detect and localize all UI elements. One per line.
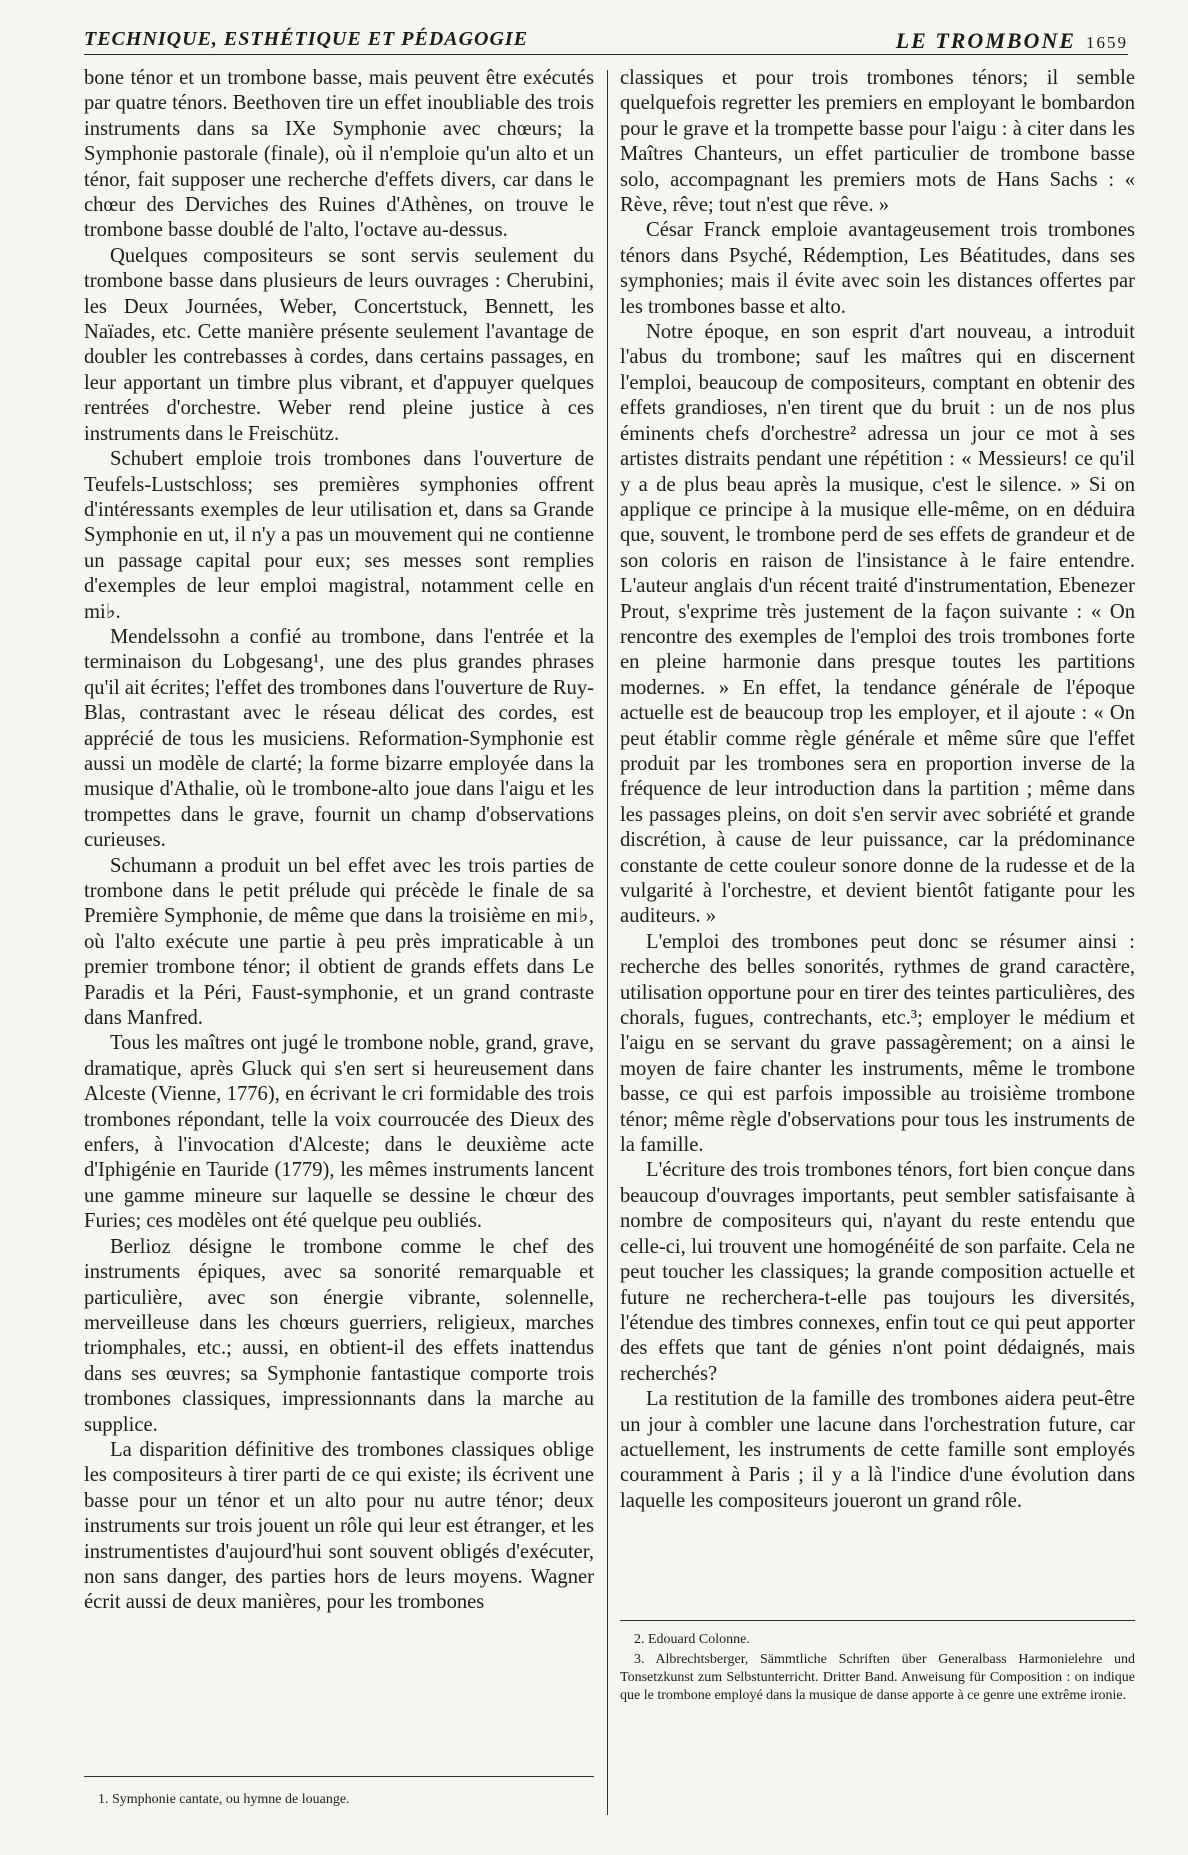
right-column xyxy=(620,66,1135,1626)
running-head-title: LE TROMBONE xyxy=(895,28,1076,53)
paragraph: Berlioz désigne le trombone comme le chef des instruments épiques, avec sa sonorité remarquable et particulière, avec son énergie vibrante, solennelle, merveilleuse dans les chœurs guerriers, religieux, marches triomphales, etc.; aussi, en obtient-il des effets inattendus dans ses œuvres; sa Symphonie fantastique comporte trois trombones classiques, impressionnants dans la marche au supplice. xyxy=(84,1235,594,1436)
paragraph: Schubert emploie trois trombones dans l'ouverture de Teufels-Lustschloss; ses premières symphonies offrent d'intéressants exemples de leur utilisation et, dans sa Grande Symphonie en ut, il n'y a pas un mouvement qui ne contienne un passage capital pour eux; ses messes sont remplies d'exemples de leur emploi magistral, notamment celle en mi♭. xyxy=(84,448,594,623)
paragraph: Quelques compositeurs se sont servis seulement du trombone basse dans plusieurs de leurs ouvrages : Cherubini, les Deux Journées, Weber, Concertstuck, Bennett, les Naïades, etc. Cette manière présente seulement l'avantage de doubler les contrebasses à cordes, dans certains passages, en leur apportant un timbre plus vibrant, et d'appuyer quelques rentrées d'orchestre. Weber rend pleine justice à ces instruments dans le Freischütz. xyxy=(84,244,594,445)
column-divider xyxy=(607,70,608,1815)
paragraph: César Franck emploie avantageusement trois trombones ténors dans Psyché, Rédemption, Les Béatitudes, dans ses symphonies; mais il évite avec soin les distances offertes par les trombones basse et alto. xyxy=(620,219,1135,318)
paragraph: La disparition définitive des trombones classiques oblige les compositeurs à tirer parti de ce qui existe; ils écrivent une basse pour un ténor et un alto pour nu autre ténor; deux instruments sur trois jouent un rôle qui leur est étranger, et les instrumentistes d'aujourd'hui sont souvent obligés d'exécuter, non sans danger, des parties hors de leurs moyens. Wagner écrit aussi de deux manières, pour les trombones xyxy=(84,1438,594,1614)
paragraph: L'écriture des trois trombones ténors, fort bien conçue dans beaucoup d'ouvrages importants, peut sembler satisfaisante à nombre de compositeurs qui, n'ayant du reste entendu que celle-ci, lui trouvent une homogénéité de son parfaite. Cela ne peut toucher les classiques; la grande composition actuelle et future ne recherchera-t-elle pas toujours les diversités, l'étendue des timbres connexes, enfin tout ce qui peut apporter des effets que tant de génies n'ont point dédaignés, mais recherchés? xyxy=(620,1159,1135,1385)
footnote: 3. Albrechtsberger, Sämmtliche Schriften über Generalbass Harmonielehre und Tonsetzkunst zum Selbstunterricht. Dritter Band. Anweisung für Composition : on indique que le trombone employé dans la musique de danse apporte à ce genre une extrême ironie. xyxy=(620,1652,1135,1703)
paragraph: La restitution de la famille des trombones aidera peut-être un jour à combler une lacune dans l'orchestration future, car actuellement, les instruments de cette famille sont employés couramment à Paris ; il y a là l'indice d'une évolution dans laquelle les compositeurs joueront un grand rôle. xyxy=(620,1388,1135,1512)
footnotes-left xyxy=(84,1776,594,1811)
paragraph: Mendelssohn a confié au trombone, dans l'entrée et la terminaison du Lobgesang¹, une des plus grandes phrases qu'il ait écrites; l'effet des trombones dans l'ouverture de Ruy-Blas, contrastant avec le réseau délicat des cordes, est apprécié de tous les musiciens. Reformation-Symphonie est aussi un modèle de clarté; la forme bizarre employée dans la musique d'Athalie, où le trombone-alto joue dans l'aigu et les trompettes dans le grave, fournit un champ d'observations curieuses. xyxy=(84,625,595,852)
running-head-left: TECHNIQUE, ESTHÉTIQUE ET PÉDAGOGIE xyxy=(84,28,529,50)
page-number: 1659 xyxy=(1086,33,1128,52)
paragraph: Notre époque, en son esprit d'art nouveau, a introduit l'abus du trombone; sauf les maîtres qui en discernent l'emploi, beaucoup de compositeurs, comptant en obtenir des effets grandioses, n'en tirent que du bruit : un de nos plus éminents chefs d'orchestre² adressa un jour ce mot à ses artistes distraits pendant une répétition : « Messieurs! ce qu'il y a de plus beau après la musique, c'est le silence. » Si on applique ce principe à la musique elle-même, on en déduira que, souvent, le trombone perd de ses effets de grandeur et de son coloris en raison de l'insistance à le faire entendre. L'auteur anglais d'un récent traité d'instrumentation, Ebenezer Prout, s'exprime très justement de la façon suivante : « On rencontre des exemples de l'emploi des trois trombones forte en pleine harmonie dans presque toutes les partitions modernes. » En effet, la tendance générale de l'époque actuelle est de beaucoup trop les employer, et il ajoute : « On peut établir comme règle générale et même sûre que l'effet produit par les trombones sera en proportion inverse de la fréquence de leur introduction dans la partition ; même dans les passages pleins, on doit s'en servir avec sobriété et grande discrétion, à cause de leur puissance, car la prédominance constante de cette couleur sonore donne de la rudesse et de la vulgarité à l'orchestre, et devient bientôt fatigante pour les auditeurs. » xyxy=(620,321,1135,928)
paragraph: classiques et pour trois trombones ténors; il semble quelquefois regretter les premiers en employant le bombardon pour le grave et la trompette basse pour l'aigu : à citer dans les Maîtres Chanteurs, un effet particulier de trombone basse solo, accompagnant les premiers mots de Hans Sachs : « Rève, rêve; tout n'est que rêve. » xyxy=(620,67,1135,217)
running-head-right xyxy=(896,28,1128,54)
footnote: 1. Symphonie cantate, ou hymne de louange. xyxy=(98,1792,350,1807)
paragraph: L'emploi des trombones peut donc se résumer ainsi : recherche des belles sonorités, rythmes de grand caractère, utilisation opportune pour en tirer des teintes particulières, des chorals, fugues, contrechants, etc.³; employer le médium et l'aigu en se servant du grave passagèrement; on a ainsi le moyen de faire chanter les instruments, même le trombone basse, ce qui est parfois impossible au troisième trombone ténor; même règle d'observations pour tous les instruments de la famille. xyxy=(620,930,1135,1157)
footnote: 2. Edouard Colonne. xyxy=(634,1632,750,1647)
paragraph: bone ténor et un trombone basse, mais peuvent être exécutés par quatre ténors. Beethoven tire un effet inoubliable des trois instruments dans sa IXe Symphonie avec chœurs; la Symphonie pastorale (finale), où il n'emploie qu'un alto et un ténor, fait supposer une recherche d'effets divers, car dans le chœur des Derviches des Ruines d'Athènes, on trouve le trombone basse doublé de l'alto, l'octave au-dessus. xyxy=(84,67,594,242)
footnotes-right xyxy=(620,1620,1135,1707)
paragraph: Tous les maîtres ont jugé le trombone noble, grand, grave, dramatique, après Gluck qui s'en sert si heureusement dans Alceste (Vienne, 1776), en écrivant le cri formidable des trois trombones répondant, telle la voix courroucée des Dieux des enfers, à l'invocation d'Alceste; dans le deuxième acte d'Iphigénie en Tauride (1779), les mêmes instruments lancent une gamme mineure sur laquelle se dessine le chœur des Furies; ces modèles ont été quelque peu oubliés. xyxy=(84,1032,594,1233)
paragraph: Schumann a produit un bel effet avec les trois parties de trombone dans le petit prélude qui précède le finale de sa Première Symphonie, de même que dans la troisième en mi♭, où l'alto exécute une partie à peu près impraticable à un premier trombone ténor; il obtient de grands effets dans Le Paradis et la Péri, Faust-symphonie, et un grand contraste dans Manfred. xyxy=(84,854,594,1030)
running-head xyxy=(84,28,1128,55)
left-column xyxy=(84,66,594,1746)
